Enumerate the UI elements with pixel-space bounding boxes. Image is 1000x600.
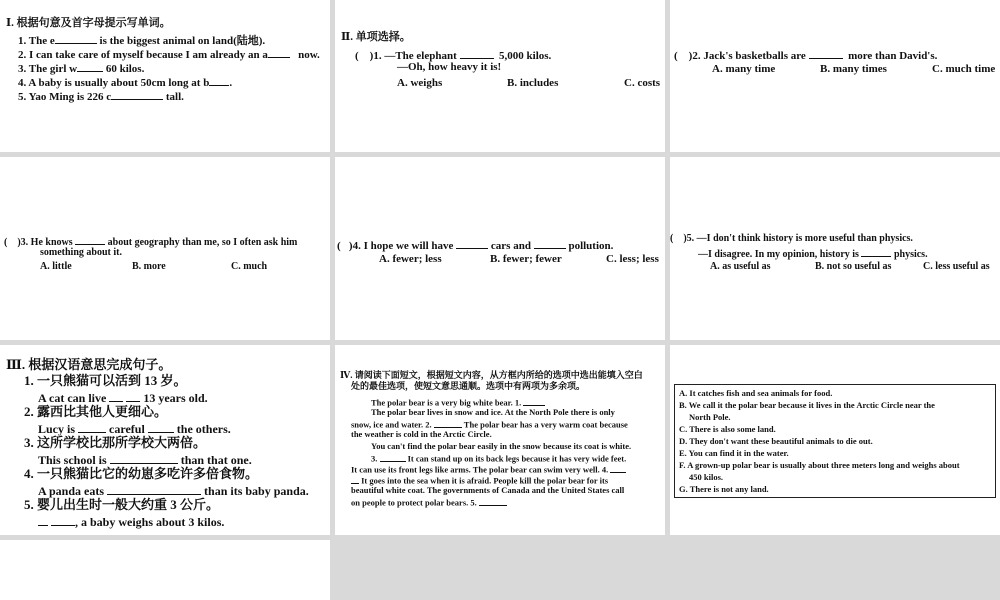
option-e: E. You can find it in the water.: [679, 448, 789, 458]
panel-complete-sentences: [0, 345, 330, 535]
question-1: ( )1. —The elephant 5,000 kilos.: [355, 49, 552, 62]
item-4-cn: 4. 一只熊猫比它的幼崽多吃许多倍食物。: [24, 466, 259, 481]
option-f: F. A grown-up polar bear is usually about three meters long and weighs about: [679, 460, 960, 470]
question-3: ( )3. He knows about geography than me, so I often ask him: [4, 237, 298, 248]
option-d: D. They don't want these beautiful animals to die out.: [679, 436, 873, 446]
option-c: C. much time: [932, 63, 996, 75]
option-a: A. as useful as: [710, 261, 771, 272]
section-title: Ⅲ. 根据汉语意思完成句子。: [6, 357, 172, 372]
option-a: A. weighs: [397, 77, 443, 89]
question-5: 5. Yao Ming is 226 c tall.: [18, 90, 184, 103]
item-3-cn: 3. 这所学校比那所学校大两倍。: [24, 435, 207, 450]
item-5-en: , a baby weighs about 3 kilos.: [38, 514, 224, 528]
panel-reading-passage: [335, 345, 665, 535]
panel-multiple-choice-q3: [0, 157, 330, 340]
item-3-en: This school is than that one.: [38, 452, 252, 467]
question-1-line2: —Oh, how heavy it is!: [397, 61, 502, 73]
item-2-cn: 2. 露西比其他人更细心。: [24, 404, 168, 419]
panel-blank: [0, 540, 330, 600]
panel-multiple-choice-q2: [670, 0, 1000, 152]
option-c: C. less useful as: [923, 261, 990, 272]
panel-multiple-choice-q1: [335, 0, 665, 152]
question-3: 3. The girl w 60 kilos.: [18, 62, 145, 75]
item-5-cn: 5. 婴儿出生时一般大约重 3 公斤。: [24, 497, 220, 512]
question-5-line2: —I disagree. In my opinion, history is physics.: [698, 249, 928, 260]
option-c: C. less; less: [606, 253, 659, 265]
option-a: A. little: [40, 261, 72, 272]
option-f-cont: 450 kilos.: [689, 472, 724, 482]
question-4: 4. A baby is usually about 50cm long at b .: [18, 76, 233, 89]
option-b: B. includes: [507, 77, 559, 89]
passage-line: It can use its front legs like arms. The polar bear can swim very well. 4.: [351, 464, 626, 474]
panel-multiple-choice-q4: [335, 157, 665, 340]
question-2: ( )2. Jack's basketballs are more than David's.: [674, 49, 938, 62]
option-c: C. There is also some land.: [679, 424, 776, 434]
passage-line: It goes into the sea when it is afraid. People kill the polar bear for its: [351, 475, 608, 485]
passage-line: The polar bear lives in snow and ice. At the North Pole there is only: [371, 407, 615, 417]
passage-line: snow, ice and water. 2. The polar bear has a very warm coat because: [351, 419, 628, 430]
panel-multiple-choice-q5: [670, 157, 1000, 340]
passage-line: the weather is cold in the Arctic Circle.: [351, 429, 492, 439]
section-title-line2: 处的最佳选项，使短文意思通顺。选项中有两项为多余项。: [351, 381, 586, 391]
item-4-en: A panda eats than its baby panda.: [38, 483, 309, 498]
item-1-cn: 1. 一只熊猫可以活到 13 岁。: [24, 373, 187, 388]
item-1-en: A cat can live 13 years old.: [38, 390, 208, 405]
question-2: 2. I can take care of myself because I am already an a now.: [18, 48, 320, 61]
option-b: B. fewer; fewer: [490, 253, 562, 265]
passage-line: beautiful white coat. The governments of Canada and the United States call: [351, 485, 625, 495]
panel-word-spelling: [0, 0, 330, 152]
option-b: B. not so useful as: [815, 261, 892, 272]
option-a: A. fewer; less: [379, 253, 442, 265]
section-title-line1: Ⅳ. 请阅读下面短文，根据短文内容，从方框内所给的选项中选出能填入空白: [340, 370, 643, 380]
passage-line: You can't find the polar bear easily in the snow because its coat is white.: [371, 441, 632, 451]
item-2-en: Lucy is careful the others.: [38, 421, 231, 436]
options-box: [674, 384, 996, 498]
option-a: A. many time: [712, 63, 776, 75]
passage-line: The polar bear is a very big white bear. 1.: [371, 397, 545, 407]
question-3-line2: something about it.: [40, 247, 122, 258]
question-1: 1. The e is the biggest animal on land(陆地).: [18, 34, 266, 47]
option-b: B. many times: [820, 63, 887, 75]
option-g: G. There is not any land.: [679, 484, 769, 494]
option-b: B. more: [132, 261, 166, 272]
passage-line: 3. It can stand up on its back legs because it has very wide feet.: [371, 453, 627, 464]
option-c: C. much: [231, 261, 268, 272]
section-title: Ⅱ. 单项选择。: [341, 31, 411, 43]
question-4: ( )4. I hope we will have cars and pollution.: [337, 239, 614, 252]
option-c: C. costs: [624, 77, 661, 89]
question-5: ( )5. —I don't think history is more useful than physics.: [670, 233, 913, 244]
passage-line: on people to protect polar bears. 5.: [351, 497, 507, 507]
section-title: Ⅰ. 根据句意及首字母提示写单词。: [6, 17, 171, 29]
option-b-cont: North Pole.: [689, 412, 731, 422]
option-b: B. We call it the polar bear because it lives in the Arctic Circle near the: [679, 400, 935, 410]
panel-option-box: [670, 345, 1000, 535]
option-a: A. It catches fish and sea animals for food.: [679, 388, 833, 398]
